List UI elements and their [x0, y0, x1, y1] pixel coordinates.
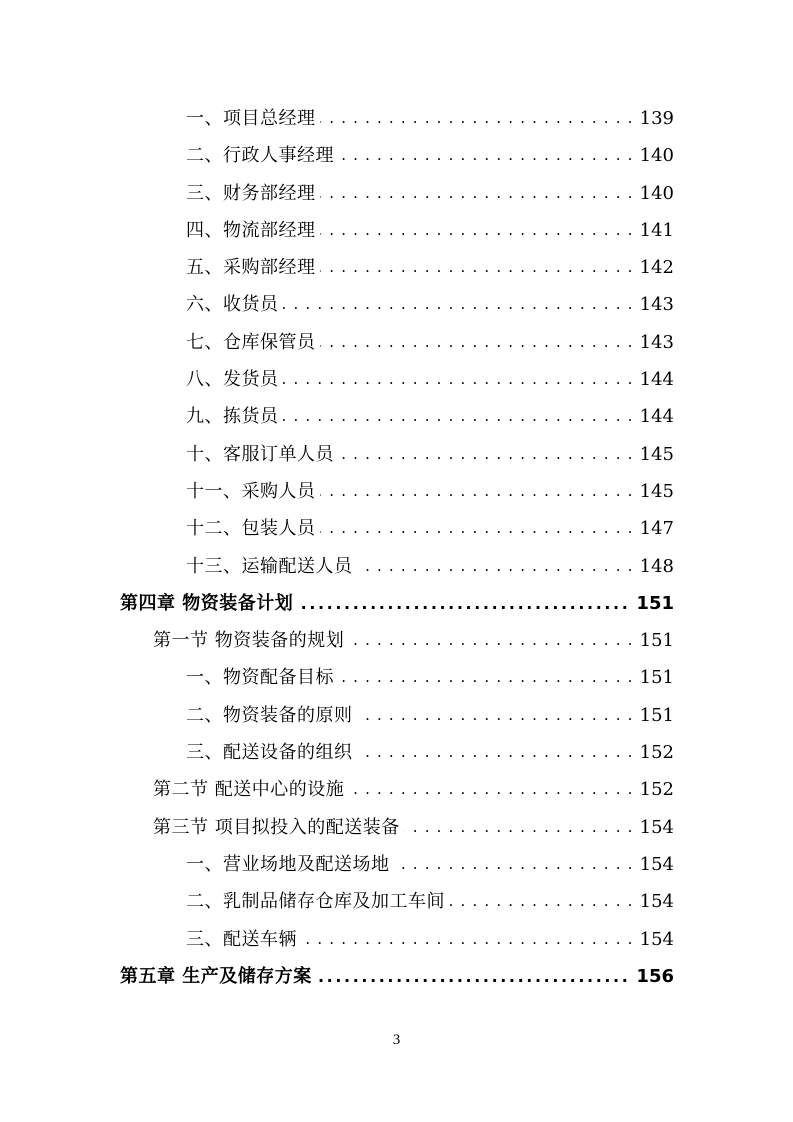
toc-entry-title: 五、采购部经理 — [186, 257, 316, 279]
toc-dot-leader — [320, 249, 634, 286]
toc-section-entry[interactable] — [0, 809, 793, 846]
toc-entry-content — [186, 361, 674, 398]
toc-dot-leader — [394, 846, 634, 883]
toc-entry-page-number: 141 — [639, 219, 674, 241]
toc-subsection-entry[interactable] — [0, 548, 793, 585]
toc-entry-content — [186, 249, 674, 286]
toc-dot-leader — [320, 510, 634, 547]
toc-entry-title: 三、财务部经理 — [186, 182, 316, 204]
toc-entry-title: 十二、包装人员 — [186, 518, 316, 540]
toc-entry-title: 四、物流部经理 — [186, 219, 316, 241]
toc-section-entry[interactable] — [0, 622, 793, 659]
toc-entry-page-number: 151 — [636, 592, 674, 614]
toc-dot-leader — [338, 436, 634, 473]
toc-entry-content — [186, 846, 674, 883]
toc-subsection-entry[interactable] — [0, 921, 793, 958]
toc-dot-leader — [283, 361, 634, 398]
toc-entry-page-number: 139 — [639, 108, 674, 129]
toc-entry-page-number: 140 — [639, 145, 674, 167]
toc-entry-title: 八、发货员 — [186, 369, 279, 391]
toc-entry-content — [186, 212, 674, 249]
toc-dot-leader — [316, 958, 631, 995]
toc-entry-page-number: 143 — [639, 331, 674, 353]
toc-subsection-entry[interactable] — [0, 734, 793, 771]
toc-entry-title: 第三节 项目拟投入的配送装备 — [153, 816, 400, 838]
toc-dot-leader — [320, 175, 634, 212]
toc-entry-content — [153, 622, 674, 659]
toc-entry-title: 十、客服订单人员 — [186, 443, 334, 465]
toc-entry-page-number: 151 — [639, 630, 674, 652]
toc-dot-leader — [283, 286, 634, 323]
toc-dot-leader — [320, 473, 634, 510]
toc-dot-leader — [320, 100, 634, 137]
toc-entry-page-number: 154 — [639, 816, 674, 838]
toc-entry-content — [120, 958, 674, 995]
toc-entry-page-number: 154 — [639, 928, 674, 950]
toc-entry-page-number: 145 — [639, 480, 674, 502]
toc-entry-page-number: 151 — [639, 704, 674, 726]
toc-entry-title: 七、仓库保管员 — [186, 331, 316, 353]
toc-entry-title: 一、营业场地及配送场地 — [186, 853, 390, 875]
toc-subsection-entry[interactable] — [0, 473, 793, 510]
toc-entry-title: 六、收货员 — [186, 294, 279, 316]
toc-entry-title: 三、配送设备的组织 — [186, 742, 353, 764]
toc-subsection-entry[interactable] — [0, 361, 793, 398]
toc-entry-content — [186, 324, 674, 361]
toc-entry-page-number: 143 — [639, 294, 674, 316]
toc-subsection-entry[interactable] — [0, 249, 793, 286]
toc-dot-leader — [357, 548, 634, 585]
toc-dot-leader — [283, 398, 634, 435]
toc-entry-page-number: 152 — [639, 742, 674, 764]
toc-entry-page-number: 151 — [639, 667, 674, 689]
toc-entry-title: 第二节 配送中心的设施 — [153, 779, 345, 801]
toc-dot-leader — [357, 734, 634, 771]
toc-entry-content — [186, 510, 674, 547]
toc-dot-leader — [338, 659, 634, 696]
toc-subsection-entry[interactable] — [0, 436, 793, 473]
toc-subsection-entry[interactable] — [0, 212, 793, 249]
toc-entry-page-number: 156 — [636, 965, 674, 987]
toc-entry-title: 十一、采购人员 — [186, 480, 316, 502]
toc-entry-page-number: 148 — [639, 555, 674, 577]
toc-subsection-entry[interactable] — [0, 286, 793, 323]
toc-subsection-entry[interactable] — [0, 846, 793, 883]
toc-entry-content — [186, 473, 674, 510]
toc-dot-leader — [348, 622, 633, 659]
toc-dot-leader — [338, 137, 634, 174]
toc-entry-title: 第一节 物资装备的规划 — [153, 630, 345, 652]
page-number: 3 — [392, 1032, 401, 1048]
toc-entry-content — [186, 137, 674, 174]
toc-entry-content — [153, 809, 674, 846]
toc-subsection-entry[interactable] — [0, 510, 793, 547]
toc-dot-leader — [348, 771, 633, 808]
toc-entry-page-number: 142 — [639, 257, 674, 279]
toc-section-entry[interactable] — [0, 771, 793, 808]
toc-dot-leader — [449, 883, 634, 920]
toc-entry-page-number: 145 — [639, 443, 674, 465]
toc-entry-title: 九、拣货员 — [186, 406, 279, 428]
toc-subsection-entry[interactable] — [0, 697, 793, 734]
toc-subsection-entry[interactable] — [0, 659, 793, 696]
toc-entry-content — [120, 585, 674, 622]
toc-entry-page-number: 154 — [639, 891, 674, 913]
toc-dot-leader — [297, 585, 630, 622]
toc-entry-title: 一、项目总经理 — [186, 108, 316, 129]
toc-entry-title: 第五章 生产及储存方案 — [120, 965, 312, 987]
toc-chapter-entry[interactable] — [0, 958, 793, 995]
toc-subsection-entry[interactable] — [0, 100, 793, 137]
toc-entry-content — [186, 921, 674, 958]
toc-entry-content — [186, 697, 674, 734]
toc-entry-title: 第四章 物资装备计划 — [120, 592, 294, 614]
toc-dot-leader — [357, 697, 634, 734]
toc-chapter-entry[interactable] — [0, 585, 793, 622]
toc-entry-page-number: 144 — [639, 369, 674, 391]
toc-entry-title: 十三、运输配送人员 — [186, 555, 353, 577]
toc-entry-content — [186, 883, 674, 920]
toc-entry-title: 二、乳制品储存仓库及加工车间 — [186, 891, 445, 913]
toc-entry-title: 二、行政人事经理 — [186, 145, 334, 167]
toc-entry-page-number: 140 — [639, 182, 674, 204]
toc-entry-content — [186, 734, 674, 771]
toc-dot-leader — [320, 212, 634, 249]
toc-subsection-entry[interactable] — [0, 398, 793, 435]
toc-subsection-entry[interactable] — [0, 324, 793, 361]
toc-subsection-entry[interactable] — [0, 883, 793, 920]
toc-entry-content — [186, 659, 674, 696]
toc-entry-title: 二、物资装备的原则 — [186, 704, 353, 726]
toc-entry-page-number: 152 — [639, 779, 674, 801]
table-of-contents — [0, 100, 793, 995]
toc-entry-content — [153, 771, 674, 808]
toc-entry-content — [186, 398, 674, 435]
toc-entry-content — [186, 548, 674, 585]
toc-entry-content — [186, 286, 674, 323]
toc-entry-content — [186, 100, 674, 137]
toc-entry-content — [186, 175, 674, 212]
toc-entry-title: 一、物资配备目标 — [186, 667, 334, 689]
toc-entry-title: 三、配送车辆 — [186, 928, 297, 950]
toc-subsection-entry[interactable] — [0, 175, 793, 212]
toc-dot-leader — [301, 921, 634, 958]
toc-subsection-entry[interactable] — [0, 137, 793, 174]
toc-entry-page-number: 144 — [639, 406, 674, 428]
toc-dot-leader — [404, 809, 634, 846]
toc-entry-page-number: 147 — [639, 518, 674, 540]
toc-entry-content — [186, 436, 674, 473]
toc-dot-leader — [320, 324, 634, 361]
toc-entry-page-number: 154 — [639, 853, 674, 875]
